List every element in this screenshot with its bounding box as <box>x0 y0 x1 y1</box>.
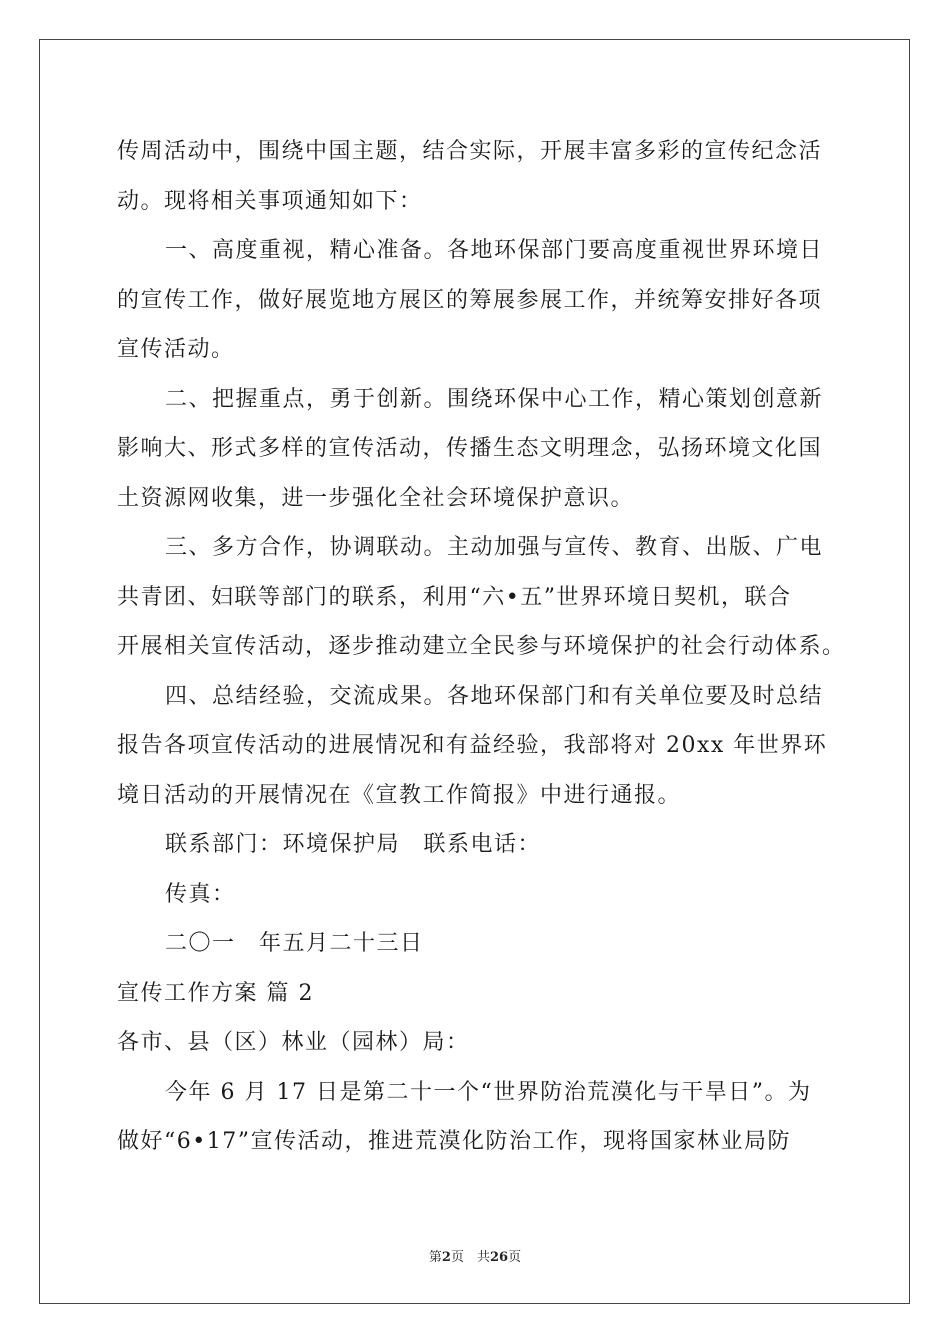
text-line: 开展相关宣传活动，逐步推动建立全民参与环境保护的社会行动体系。 <box>117 634 846 659</box>
footer-prefix: 第 <box>428 1250 442 1265</box>
text-line: 宣传工作方案 篇 2 <box>117 980 314 1006</box>
text-line: 各市、县（区）林业（园林）局： <box>117 1030 470 1055</box>
text-line: 土资源网收集，进一步强化全社会环境保护意识。 <box>117 485 635 511</box>
text-line: 报告各项宣传活动的进展情况和有益经验，我部将对 20xx 年世界环 <box>117 733 828 758</box>
footer-mid: 页 共 <box>450 1250 490 1265</box>
text-line: 动。现将相关事项通知如下： <box>117 188 423 214</box>
text-line: 传周活动中，围绕中国主题，结合实际，开展丰富多彩的宣传纪念活 <box>117 139 823 164</box>
text-line: 做好“6•17”宣传活动，推进荒漠化防治工作，现将国家林业局防 <box>117 1129 791 1154</box>
text-line: 今年 6 月 17 日是第二十一个“世界防治荒漠化与干旱日”。为 <box>165 1079 812 1105</box>
text-line: 二、把握重点，勇于创新。围绕环保中心工作，精心策划创意新 <box>165 386 824 412</box>
text-line: 三、多方合作，协调联动。主动加强与宣传、教育、出版、广电 <box>165 535 824 560</box>
page-footer <box>0 1246 950 1265</box>
text-line: 一、高度重视，精心准备。各地环保部门要高度重视世界环境日 <box>165 238 824 263</box>
text-line: 四、总结经验，交流成果。各地环保部门和有关单位要及时总结 <box>165 683 824 709</box>
total-page-count: 26 <box>489 1250 509 1265</box>
text-line: 共青团、妇联等部门的联系，利用“六•五”世界环境日契机，联合 <box>117 584 792 610</box>
text-line: 联系部门：环境保护局 联系电话： <box>165 832 542 857</box>
text-line: 二〇一 年五月二十三日 <box>165 931 424 956</box>
document-body <box>117 127 851 1167</box>
text-line: 境日活动的开展情况在《宣教工作简报》中进行通报。 <box>117 782 682 808</box>
text-line: 传真： <box>165 881 236 907</box>
current-page-number: 2 <box>441 1250 451 1265</box>
footer-suffix: 页 <box>508 1250 522 1265</box>
text-line: 影响大、形式多样的宣传活动，传播生态文明理念，弘扬环境文化国 <box>117 436 823 461</box>
text-line: 宣传活动。 <box>117 337 235 362</box>
text-line: 的宣传工作，做好展览地方展区的筹展参展工作，并统筹安排好各项 <box>117 287 823 313</box>
